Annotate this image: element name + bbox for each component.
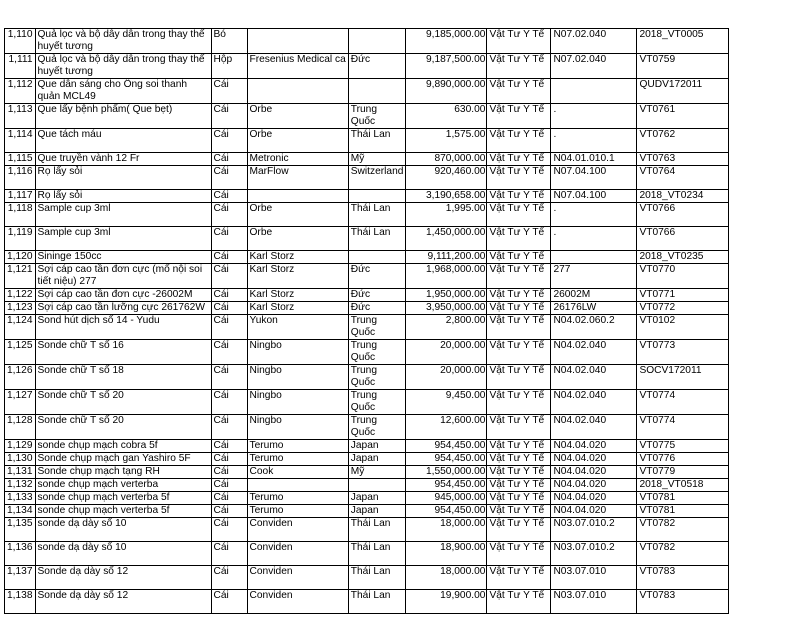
code-cell: N04.04.020	[551, 492, 637, 505]
category-cell: Vật Tư Y Tế	[487, 542, 551, 566]
manufacturer-cell	[247, 190, 348, 203]
code-cell: N04.01.010.1	[551, 153, 637, 166]
manufacturer-cell: Conviden	[247, 590, 348, 614]
item-id-cell: 2018_VT0518	[637, 479, 729, 492]
row-number-cell: 1,119	[5, 227, 36, 251]
row-number-cell: 1,110	[5, 29, 36, 54]
item-id-cell: VT0763	[637, 153, 729, 166]
country-cell: Đức	[348, 289, 406, 302]
item-id-cell: VT0766	[637, 203, 729, 227]
row-number-cell: 1,130	[5, 453, 36, 466]
item-id-cell: VT0762	[637, 129, 729, 153]
item-name-cell: Sonde chữ T số 18	[35, 365, 211, 390]
item-name-cell: sonde dạ dày số 10	[35, 518, 211, 542]
row-number-cell: 1,124	[5, 315, 36, 340]
category-cell: Vật Tư Y Tế	[487, 264, 551, 289]
manufacturer-cell	[247, 79, 348, 104]
code-cell	[551, 251, 637, 264]
unit-cell: Cái	[211, 415, 247, 440]
row-number-cell: 1,112	[5, 79, 36, 104]
category-cell: Vật Tư Y Tế	[487, 190, 551, 203]
unit-cell: Cái	[211, 166, 247, 190]
item-name-cell: Sond hút dịch số 14 - Yudu	[35, 315, 211, 340]
code-cell: N03.07.010	[551, 566, 637, 590]
country-cell: Thái Lan	[348, 542, 406, 566]
table-row	[5, 190, 729, 203]
price-cell: 9,450.00	[406, 390, 487, 415]
code-cell: N03.07.010.2	[551, 518, 637, 542]
price-cell: 954,450.00	[406, 453, 487, 466]
row-number-cell: 1,126	[5, 365, 36, 390]
country-cell: Thái Lan	[348, 518, 406, 542]
code-cell: .	[551, 129, 637, 153]
unit-cell: Bó	[211, 29, 247, 54]
price-cell: 9,111,200.00	[406, 251, 487, 264]
row-number-cell: 1,132	[5, 479, 36, 492]
manufacturer-cell: Terumo	[247, 505, 348, 518]
category-cell: Vật Tư Y Tế	[487, 505, 551, 518]
country-cell: Japan	[348, 505, 406, 518]
unit-cell: Cái	[211, 79, 247, 104]
table-row	[5, 289, 729, 302]
item-name-cell: sonde chụp mạch verterba 5f	[35, 505, 211, 518]
unit-cell: Cái	[211, 390, 247, 415]
country-cell: Trung Quốc	[348, 415, 406, 440]
item-id-cell: VT0781	[637, 492, 729, 505]
manufacturer-cell: Ningbo	[247, 365, 348, 390]
item-id-cell: VT0774	[637, 415, 729, 440]
item-id-cell: 2018_VT0234	[637, 190, 729, 203]
item-name-cell: Sonde chụp mạch gan Yashiro 5F	[35, 453, 211, 466]
manufacturer-cell: Orbe	[247, 129, 348, 153]
price-cell: 1,575.00	[406, 129, 487, 153]
price-cell: 9,890,000.00	[406, 79, 487, 104]
item-name-cell: Sợi cáp cao tần đơn cực (mổ nội soi tiết niệu) 277	[35, 264, 211, 289]
code-cell: N03.07.010.2	[551, 542, 637, 566]
table-row	[5, 54, 729, 79]
price-cell: 1,950,000.00	[406, 289, 487, 302]
country-cell: Mỹ	[348, 466, 406, 479]
item-id-cell: VT0783	[637, 590, 729, 614]
table-row	[5, 153, 729, 166]
category-cell: Vật Tư Y Tế	[487, 54, 551, 79]
country-cell	[348, 479, 406, 492]
price-cell: 18,000.00	[406, 566, 487, 590]
item-name-cell: Sininge 150cc	[35, 251, 211, 264]
item-id-cell: VT0102	[637, 315, 729, 340]
item-name-cell: Sonde dạ dày số 12	[35, 566, 211, 590]
manufacturer-cell: MarFlow	[247, 166, 348, 190]
item-name-cell: Sample cup 3ml	[35, 227, 211, 251]
code-cell: N04.04.020	[551, 479, 637, 492]
row-number-cell: 1,118	[5, 203, 36, 227]
country-cell	[348, 29, 406, 54]
item-id-cell: VT0782	[637, 518, 729, 542]
code-cell	[551, 79, 637, 104]
category-cell: Vật Tư Y Tế	[487, 415, 551, 440]
item-id-cell: QUDV172011	[637, 79, 729, 104]
item-id-cell: VT0766	[637, 227, 729, 251]
category-cell: Vật Tư Y Tế	[487, 479, 551, 492]
item-id-cell: VT0759	[637, 54, 729, 79]
row-number-cell: 1,138	[5, 590, 36, 614]
table-row	[5, 79, 729, 104]
item-id-cell: VT0779	[637, 466, 729, 479]
price-cell: 20,000.00	[406, 365, 487, 390]
manufacturer-cell: Karl Storz	[247, 264, 348, 289]
country-cell: Thái Lan	[348, 129, 406, 153]
item-name-cell: sonde chụp mạch cobra 5f	[35, 440, 211, 453]
country-cell: Đức	[348, 302, 406, 315]
price-cell: 20,000.00	[406, 340, 487, 365]
table-row	[5, 104, 729, 129]
code-cell: N04.02.040	[551, 365, 637, 390]
manufacturer-cell	[247, 479, 348, 492]
item-name-cell: Sonde dạ dày số 12	[35, 590, 211, 614]
country-cell	[348, 79, 406, 104]
table-row	[5, 166, 729, 190]
price-cell: 19,900.00	[406, 590, 487, 614]
category-cell: Vật Tư Y Tế	[487, 390, 551, 415]
unit-cell: Cái	[211, 440, 247, 453]
unit-cell: Cái	[211, 251, 247, 264]
price-cell: 630.00	[406, 104, 487, 129]
table-row	[5, 518, 729, 542]
row-number-cell: 1,113	[5, 104, 36, 129]
code-cell: N03.07.010	[551, 590, 637, 614]
unit-cell: Cái	[211, 542, 247, 566]
code-cell: N04.02.040	[551, 390, 637, 415]
item-id-cell: VT0770	[637, 264, 729, 289]
unit-cell: Hộp	[211, 54, 247, 79]
unit-cell: Cái	[211, 365, 247, 390]
unit-cell: Cái	[211, 153, 247, 166]
item-name-cell: Sonde chữ T số 20	[35, 415, 211, 440]
price-cell: 954,450.00	[406, 440, 487, 453]
code-cell: N04.04.020	[551, 440, 637, 453]
category-cell: Vật Tư Y Tế	[487, 29, 551, 54]
row-number-cell: 1,122	[5, 289, 36, 302]
price-cell: 3,950,000.00	[406, 302, 487, 315]
category-cell: Vật Tư Y Tế	[487, 518, 551, 542]
row-number-cell: 1,120	[5, 251, 36, 264]
item-name-cell: sonde chụp mạch verterba 5f	[35, 492, 211, 505]
table-row	[5, 251, 729, 264]
unit-cell: Cái	[211, 518, 247, 542]
price-cell: 9,187,500.00	[406, 54, 487, 79]
unit-cell: Cái	[211, 566, 247, 590]
price-cell: 954,450.00	[406, 479, 487, 492]
country-cell: Đức	[348, 54, 406, 79]
unit-cell: Cái	[211, 453, 247, 466]
code-cell: N07.02.040	[551, 54, 637, 79]
country-cell: Japan	[348, 453, 406, 466]
category-cell: Vật Tư Y Tế	[487, 440, 551, 453]
unit-cell: Cái	[211, 289, 247, 302]
country-cell: Thái Lan	[348, 590, 406, 614]
unit-cell: Cái	[211, 479, 247, 492]
manufacturer-cell: Fresenius Medical ca	[247, 54, 348, 79]
item-id-cell: VT0775	[637, 440, 729, 453]
country-cell: Trung Quốc	[348, 340, 406, 365]
table-row	[5, 566, 729, 590]
price-cell: 1,968,000.00	[406, 264, 487, 289]
row-number-cell: 1,125	[5, 340, 36, 365]
table-row	[5, 29, 729, 54]
country-cell	[348, 251, 406, 264]
code-cell: 26176LW	[551, 302, 637, 315]
item-name-cell: Sonde chữ T số 20	[35, 390, 211, 415]
row-number-cell: 1,114	[5, 129, 36, 153]
country-cell	[348, 190, 406, 203]
table-row	[5, 315, 729, 340]
item-id-cell: VT0782	[637, 542, 729, 566]
category-cell: Vật Tư Y Tế	[487, 566, 551, 590]
manufacturer-cell: Orbe	[247, 227, 348, 251]
price-cell: 870,000.00	[406, 153, 487, 166]
table-row	[5, 479, 729, 492]
item-id-cell: VT0761	[637, 104, 729, 129]
item-id-cell: VT0773	[637, 340, 729, 365]
price-cell: 18,900.00	[406, 542, 487, 566]
price-cell: 3,190,658.00	[406, 190, 487, 203]
table-row	[5, 365, 729, 390]
code-cell: .	[551, 104, 637, 129]
manufacturer-cell: Cook	[247, 466, 348, 479]
category-cell: Vật Tư Y Tế	[487, 104, 551, 129]
price-cell: 1,550,000.00	[406, 466, 487, 479]
country-cell: Trung Quốc	[348, 315, 406, 340]
item-name-cell: Quả lọc và bộ dây dẫn trong thay thế huyết tương	[35, 54, 211, 79]
item-id-cell: VT0771	[637, 289, 729, 302]
table-row	[5, 302, 729, 315]
price-cell: 9,185,000.00	[406, 29, 487, 54]
country-cell: Trung Quốc	[348, 104, 406, 129]
code-cell: N04.02.060.2	[551, 315, 637, 340]
manufacturer-cell: Karl Storz	[247, 302, 348, 315]
code-cell: 26002M	[551, 289, 637, 302]
price-cell: 2,800.00	[406, 315, 487, 340]
manufacturer-cell: Ningbo	[247, 340, 348, 365]
unit-cell: Cái	[211, 264, 247, 289]
category-cell: Vật Tư Y Tế	[487, 453, 551, 466]
item-name-cell: Sonde chụp mạch tạng RH	[35, 466, 211, 479]
item-id-cell: SOCV172011	[637, 365, 729, 390]
row-number-cell: 1,116	[5, 166, 36, 190]
country-cell: Trung Quốc	[348, 365, 406, 390]
item-name-cell: sonde chụp mạch verterba	[35, 479, 211, 492]
item-id-cell: VT0781	[637, 505, 729, 518]
table-row	[5, 440, 729, 453]
row-number-cell: 1,111	[5, 54, 36, 79]
unit-cell: Cái	[211, 340, 247, 365]
item-name-cell: sonde dạ dày số 10	[35, 542, 211, 566]
item-name-cell: Sợi cáp cao tần lưỡng cực 261762W	[35, 302, 211, 315]
country-cell: Trung Quốc	[348, 390, 406, 415]
table-row	[5, 590, 729, 614]
table-row	[5, 390, 729, 415]
category-cell: Vật Tư Y Tế	[487, 340, 551, 365]
code-cell: N04.04.020	[551, 453, 637, 466]
item-name-cell: Que dẫn sáng cho Ống soi thanh quản MCL49	[35, 79, 211, 104]
item-id-cell: VT0764	[637, 166, 729, 190]
country-cell: Switzerland	[348, 166, 406, 190]
unit-cell: Cái	[211, 315, 247, 340]
row-number-cell: 1,128	[5, 415, 36, 440]
category-cell: Vật Tư Y Tế	[487, 166, 551, 190]
manufacturer-cell: Terumo	[247, 453, 348, 466]
item-id-cell: 2018_VT0005	[637, 29, 729, 54]
manufacturer-cell: Conviden	[247, 518, 348, 542]
table-row	[5, 203, 729, 227]
country-cell: Thái Lan	[348, 566, 406, 590]
row-number-cell: 1,133	[5, 492, 36, 505]
code-cell: .	[551, 227, 637, 251]
category-cell: Vật Tư Y Tế	[487, 227, 551, 251]
item-id-cell: VT0772	[637, 302, 729, 315]
code-cell: 277	[551, 264, 637, 289]
country-cell: Đức	[348, 264, 406, 289]
table-row	[5, 505, 729, 518]
country-cell: Japan	[348, 440, 406, 453]
unit-cell: Cái	[211, 466, 247, 479]
row-number-cell: 1,115	[5, 153, 36, 166]
price-cell: 18,000.00	[406, 518, 487, 542]
category-cell: Vật Tư Y Tế	[487, 129, 551, 153]
table-row	[5, 492, 729, 505]
price-cell: 12,600.00	[406, 415, 487, 440]
item-name-cell: Rọ lấy sỏi	[35, 166, 211, 190]
unit-cell: Cái	[211, 227, 247, 251]
row-number-cell: 1,137	[5, 566, 36, 590]
manufacturer-cell	[247, 29, 348, 54]
item-name-cell: Que truyền vành 12 Fr	[35, 153, 211, 166]
manufacturer-cell: Ningbo	[247, 390, 348, 415]
manufacturer-cell: Metronic	[247, 153, 348, 166]
code-cell: .	[551, 203, 637, 227]
category-cell: Vật Tư Y Tế	[487, 315, 551, 340]
manufacturer-cell: Terumo	[247, 440, 348, 453]
row-number-cell: 1,135	[5, 518, 36, 542]
category-cell: Vật Tư Y Tế	[487, 365, 551, 390]
table-row	[5, 542, 729, 566]
price-cell: 920,460.00	[406, 166, 487, 190]
row-number-cell: 1,134	[5, 505, 36, 518]
manufacturer-cell: Karl Storz	[247, 289, 348, 302]
item-name-cell: Que lấy bệnh phẩm( Que bẹt)	[35, 104, 211, 129]
item-name-cell: Quả lọc và bộ dây dẫn trong thay thế huyết tương	[35, 29, 211, 54]
row-number-cell: 1,117	[5, 190, 36, 203]
category-cell: Vật Tư Y Tế	[487, 203, 551, 227]
price-cell: 1,995.00	[406, 203, 487, 227]
row-number-cell: 1,129	[5, 440, 36, 453]
item-name-cell: Sonde chữ T số 16	[35, 340, 211, 365]
unit-cell: Cái	[211, 190, 247, 203]
code-cell: N04.02.040	[551, 415, 637, 440]
code-cell: N04.02.040	[551, 340, 637, 365]
row-number-cell: 1,136	[5, 542, 36, 566]
table-row	[5, 453, 729, 466]
table-row	[5, 129, 729, 153]
category-cell: Vật Tư Y Tế	[487, 153, 551, 166]
manufacturer-cell: Yukon	[247, 315, 348, 340]
manufacturer-cell: Orbe	[247, 104, 348, 129]
code-cell: N04.04.020	[551, 505, 637, 518]
unit-cell: Cái	[211, 203, 247, 227]
item-id-cell: VT0783	[637, 566, 729, 590]
country-cell: Mỹ	[348, 153, 406, 166]
table-row	[5, 415, 729, 440]
table-row	[5, 466, 729, 479]
code-cell: N07.04.100	[551, 190, 637, 203]
category-cell: Vật Tư Y Tế	[487, 289, 551, 302]
item-id-cell: VT0774	[637, 390, 729, 415]
unit-cell: Cái	[211, 492, 247, 505]
manufacturer-cell: Conviden	[247, 566, 348, 590]
price-cell: 954,450.00	[406, 505, 487, 518]
category-cell: Vật Tư Y Tế	[487, 79, 551, 104]
country-cell: Japan	[348, 492, 406, 505]
item-id-cell: 2018_VT0235	[637, 251, 729, 264]
manufacturer-cell: Conviden	[247, 542, 348, 566]
manufacturer-cell: Ningbo	[247, 415, 348, 440]
category-cell: Vật Tư Y Tế	[487, 590, 551, 614]
manufacturer-cell: Orbe	[247, 203, 348, 227]
table-row	[5, 264, 729, 289]
table-body	[5, 29, 729, 614]
row-number-cell: 1,127	[5, 390, 36, 415]
code-cell: N07.04.100	[551, 166, 637, 190]
code-cell: N07.02.040	[551, 29, 637, 54]
category-cell: Vật Tư Y Tế	[487, 251, 551, 264]
price-cell: 945,000.00	[406, 492, 487, 505]
unit-cell: Cái	[211, 505, 247, 518]
item-name-cell: Sample cup 3ml	[35, 203, 211, 227]
item-id-cell: VT0776	[637, 453, 729, 466]
manufacturer-cell: Terumo	[247, 492, 348, 505]
table-row	[5, 340, 729, 365]
row-number-cell: 1,121	[5, 264, 36, 289]
item-name-cell: Sợi cáp cao tần đơn cực -26002M	[35, 289, 211, 302]
category-cell: Vật Tư Y Tế	[487, 302, 551, 315]
country-cell: Thái Lan	[348, 227, 406, 251]
code-cell: N04.04.020	[551, 466, 637, 479]
price-cell: 1,450,000.00	[406, 227, 487, 251]
table-row	[5, 227, 729, 251]
row-number-cell: 1,123	[5, 302, 36, 315]
unit-cell: Cái	[211, 302, 247, 315]
category-cell: Vật Tư Y Tế	[487, 492, 551, 505]
unit-cell: Cái	[211, 590, 247, 614]
item-name-cell: Que tách máu	[35, 129, 211, 153]
item-table	[4, 28, 729, 614]
unit-cell: Cái	[211, 129, 247, 153]
item-name-cell: Rọ lấy sỏi	[35, 190, 211, 203]
unit-cell: Cái	[211, 104, 247, 129]
row-number-cell: 1,131	[5, 466, 36, 479]
country-cell: Thái Lan	[348, 203, 406, 227]
category-cell: Vật Tư Y Tế	[487, 466, 551, 479]
manufacturer-cell: Karl Storz	[247, 251, 348, 264]
